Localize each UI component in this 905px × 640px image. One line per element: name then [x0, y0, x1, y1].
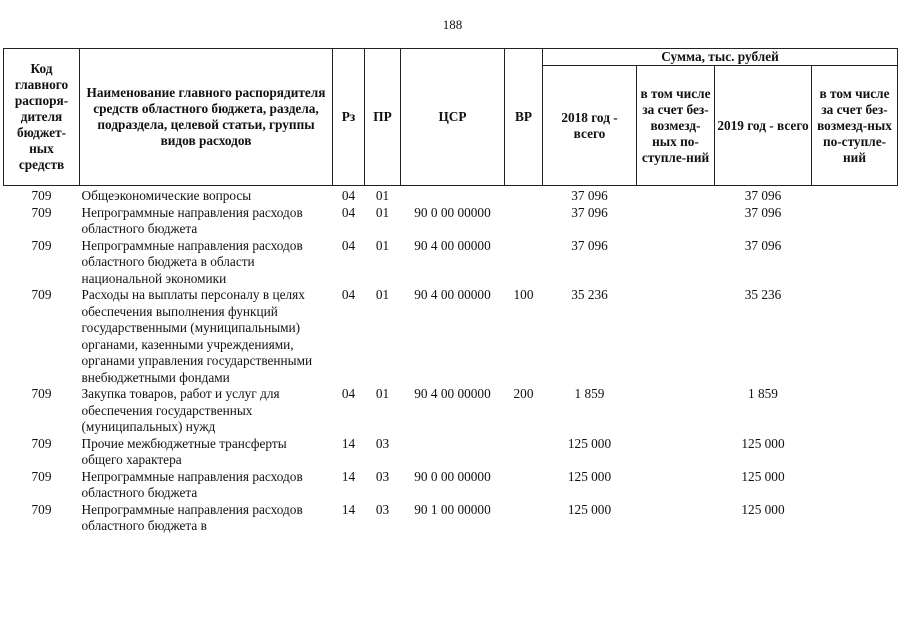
cell-vr [505, 436, 543, 469]
cell-vr [505, 205, 543, 238]
cell-2018-free [637, 186, 715, 205]
cell-rz: 04 [341, 287, 356, 302]
cell-2019-total: 125 000 [741, 468, 785, 484]
table-row [4, 186, 898, 205]
table-row [4, 436, 898, 469]
cell-pr: 03 [375, 468, 390, 484]
cell-rz: 14 [341, 468, 356, 484]
cell-2018-total: 125 000 [567, 468, 612, 484]
cell-2018-total: 1 859 [574, 386, 605, 401]
cell-2018-total: 37 096 [571, 237, 608, 253]
cell-2019-free [812, 186, 898, 205]
cell-2019-free [812, 287, 898, 386]
header-csr: ЦСР [401, 49, 505, 186]
cell-2019-free [812, 469, 898, 502]
cell-rz: 14 [341, 435, 356, 451]
cell-vr: 100 [513, 287, 534, 302]
cell-vr [505, 186, 543, 205]
header-2019-free: в том числе за счет без-возмезд-ных по-ступле-ний [812, 66, 898, 186]
header-pr: ПР [365, 49, 401, 186]
table-body [4, 186, 898, 535]
cell-name: Непрограммные направления расходов областного бюджета в области национальной экономики [81, 237, 303, 286]
cell-pr: 01 [375, 237, 390, 253]
cell-csr: 90 4 00 00000 [414, 287, 491, 302]
cell-vr [505, 469, 543, 502]
cell-csr: 90 4 00 00000 [414, 237, 491, 253]
cell-2019-total: 1 859 [748, 386, 778, 401]
cell-2019-free [812, 238, 898, 288]
cell-name: Общеэкономические вопросы [81, 188, 252, 203]
cell-csr: 90 1 00 00000 [414, 501, 491, 517]
cell-2019-total: 35 236 [744, 287, 782, 302]
cell-2019-total: 37 096 [744, 188, 782, 203]
header-code: Код главного распоря-дителя бюджет-ных средств [4, 49, 80, 186]
cell-pr: 03 [375, 501, 390, 517]
cell-2019-total: 37 096 [744, 237, 782, 253]
cell-code: 709 [31, 386, 52, 401]
cell-code: 709 [31, 204, 52, 220]
cell-name: Прочие межбюджетные трансферты общего характера [81, 435, 287, 467]
cell-pr: 03 [375, 435, 390, 451]
cell-csr: 90 0 00 00000 [414, 468, 491, 484]
cell-pr: 01 [375, 204, 390, 220]
cell-2018-total: 125 000 [567, 501, 612, 517]
cell-2018-free [637, 205, 715, 238]
table-header [4, 49, 898, 186]
cell-2018-free [637, 469, 715, 502]
header-vr: ВР [505, 49, 543, 186]
cell-code: 709 [31, 287, 52, 302]
cell-2018-total: 35 236 [571, 287, 608, 302]
header-2018-free: в том числе за счет без-возмезд-ных по-ступле-ний [637, 66, 715, 186]
cell-code: 709 [31, 188, 52, 203]
cell-2019-total: 125 000 [741, 435, 785, 451]
table-row [4, 287, 898, 386]
table-row [4, 502, 898, 535]
cell-2018-free [637, 238, 715, 288]
cell-pr: 01 [375, 287, 390, 302]
cell-2018-total: 37 096 [571, 188, 608, 203]
cell-rz: 04 [341, 237, 356, 253]
header-2019-total: 2019 год - всего [715, 66, 812, 186]
cell-2018-free [637, 287, 715, 386]
cell-csr: 90 0 00 00000 [414, 204, 491, 220]
cell-csr [401, 186, 505, 205]
cell-2019-free [812, 205, 898, 238]
cell-2018-total: 125 000 [567, 435, 612, 451]
table-row [4, 386, 898, 436]
cell-2019-total: 37 096 [744, 204, 782, 220]
header-name: Наименование главного распорядителя средств областного бюджета, раздела, подраздела, целевой статьи, группы видов расходов [80, 49, 333, 186]
page-number: 188 [442, 17, 463, 32]
cell-pr: 01 [375, 386, 390, 401]
header-sum-group: Сумма, тыс. рублей [543, 49, 898, 66]
cell-2019-free [812, 436, 898, 469]
cell-rz: 14 [341, 501, 356, 517]
cell-code: 709 [31, 468, 52, 484]
cell-vr: 200 [513, 386, 534, 401]
cell-name: Расходы на выплаты персоналу в целях обеспечения выполнения функций государственными (муниципальными) органами, казенными учреждениями, органами управления государственными внебюджетными фондами [81, 287, 313, 385]
cell-code: 709 [31, 501, 52, 517]
budget-table [3, 48, 898, 535]
cell-2018-free [637, 502, 715, 535]
cell-2018-total: 37 096 [571, 204, 608, 220]
header-rz: Рз [333, 49, 365, 186]
cell-2018-free [637, 386, 715, 436]
cell-2018-free [637, 436, 715, 469]
header-2018-total: 2018 год - всего [543, 66, 637, 186]
cell-pr: 01 [375, 188, 390, 203]
cell-2019-free [812, 386, 898, 436]
cell-code: 709 [31, 435, 52, 451]
table-row [4, 238, 898, 288]
cell-csr: 90 4 00 00000 [414, 386, 491, 401]
table-row [4, 205, 898, 238]
cell-name: Непрограммные направления расходов областного бюджета [81, 204, 303, 236]
cell-rz: 04 [341, 188, 356, 203]
cell-name: Непрограммные направления расходов областного бюджета [81, 468, 303, 500]
cell-name: Закупка товаров, работ и услуг для обеспечения государственных (муниципальных) нужд [81, 386, 280, 434]
cell-name: Непрограммные направления расходов областного бюджета в [81, 501, 303, 533]
cell-vr [505, 238, 543, 288]
table-row [4, 469, 898, 502]
cell-2019-free [812, 502, 898, 535]
cell-vr [505, 502, 543, 535]
cell-code: 709 [31, 237, 52, 253]
cell-2019-total: 125 000 [741, 501, 785, 517]
cell-rz: 04 [341, 204, 356, 220]
cell-rz: 04 [341, 386, 356, 401]
cell-csr [401, 436, 505, 469]
